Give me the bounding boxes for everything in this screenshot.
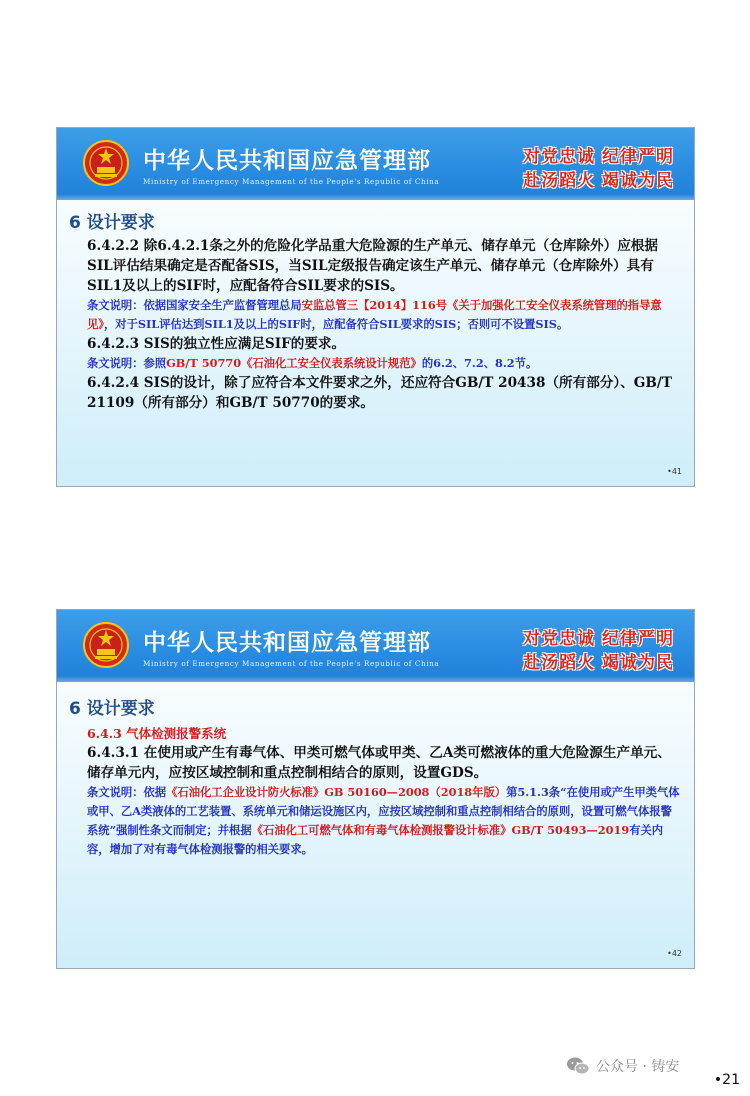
note-text: 的6.2、7.2、8.2节。: [421, 356, 538, 370]
note-ref-red: GB/T 50770《石油化工安全仪表系统设计规范》: [166, 356, 422, 370]
clause-note-1: [87, 296, 680, 334]
slide-content: [87, 724, 680, 859]
ministry-name-en: Ministry of Emergency Management of the People's Republic of China: [143, 659, 440, 668]
section-title: 6 设计要求: [69, 699, 155, 719]
clause-note: [87, 783, 680, 859]
note-text: 条文说明：参照: [87, 356, 167, 370]
note-text: 有关内容，增加了对有毒气体检测报警的相关要求。: [87, 823, 664, 856]
ministry-name-en: Ministry of Emergency Management of the People's Republic of China: [143, 177, 440, 186]
slogan-line-1: 对党忠诚 纪律严明: [523, 147, 674, 167]
clause-6-4-2-2: 6.4.2.2 除6.4.2.1条之外的危险化学品重大危险源的生产单元、储存单元（仓库除外）应根据SIL评估结果确定是否配备SIS，当SIL定级报告确定该生产单元、储存单元（仓库除外）具有SIL1及以上的SIF时，应配备符合SIL要求的SIS。: [87, 238, 658, 294]
note-text: 第5.1.3条“在使用或产生甲类气体或甲、乙A类液体的工艺装置、系统单元和储运设施区内，应按区域控制和重点控制相结合的原则，设置可燃气体报警系统”强制性条文而制定；并根据: [87, 785, 680, 837]
clause-6-4-3-1: 6.4.3.1 在使用或产生有毒气体、甲类可燃气体或甲类、乙A类可燃液体的重大危险源生产单元、储存单元内，应按区域控制和重点控制相结合的原则，设置GDS。: [87, 745, 671, 781]
note-text: ，对于SIL评估达到SIL1及以上的SIF时，应配备符合SIL要求的SIS；否则可不设置SIS。: [103, 317, 569, 331]
clause-6-4-2-4: 6.4.2.4 SIS的设计，除了应符合本文件要求之外，还应符合GB/T 20438（所有部分）、GB/T 21109（所有部分）和GB/T 50770的要求。: [87, 375, 672, 411]
national-emblem-icon: [83, 622, 129, 668]
clause-note-2: [87, 354, 680, 373]
slogan-line-2: 赴汤蹈火 竭诚为民: [523, 653, 674, 673]
note-ref-red: 《石油化工企业设计防火标准》GB 50160—2008（2018年版）: [166, 785, 507, 799]
slogan-line-2: 赴汤蹈火 竭诚为民: [523, 171, 674, 191]
note-text: 条文说明：依据国家安全生产监督管理总局: [87, 298, 302, 312]
ministry-banner: [57, 610, 694, 682]
page-number: •21: [713, 1072, 740, 1088]
slogan-line-1: 对党忠诚 纪律严明: [523, 629, 674, 649]
slide-page-number: •41: [667, 467, 682, 476]
slide-page-number: •42: [667, 949, 682, 958]
section-title: 6 设计要求: [69, 213, 155, 233]
note-text: 条文说明：依据: [87, 785, 167, 799]
ministry-name-cn: 中华人民共和国应急管理部: [143, 630, 431, 656]
wechat-watermark: [566, 1056, 679, 1076]
note-ref-red: 安监总管三【2014】116号《关于加强化工安全仪表系统管理的指导意见》: [87, 298, 662, 331]
clause-6-4-2-3: 6.4.2.3 SIS的独立性应满足SIF的要求。: [87, 336, 346, 352]
national-emblem-icon: [83, 140, 129, 186]
slide-41: [56, 127, 695, 487]
slide-content: [87, 236, 680, 413]
watermark-label: 公众号 · 铸安: [596, 1059, 680, 1075]
ministry-name-cn: 中华人民共和国应急管理部: [143, 148, 431, 174]
wechat-icon: [566, 1056, 590, 1076]
slide-42: [56, 609, 695, 969]
ministry-banner: [57, 128, 694, 200]
note-ref-red: 《石油化工可燃气体和有毒气体检测报警设计标准》GB/T 50493—2019: [251, 823, 630, 837]
subsection-title: 6.4.3 气体检测报警系统: [87, 726, 227, 741]
